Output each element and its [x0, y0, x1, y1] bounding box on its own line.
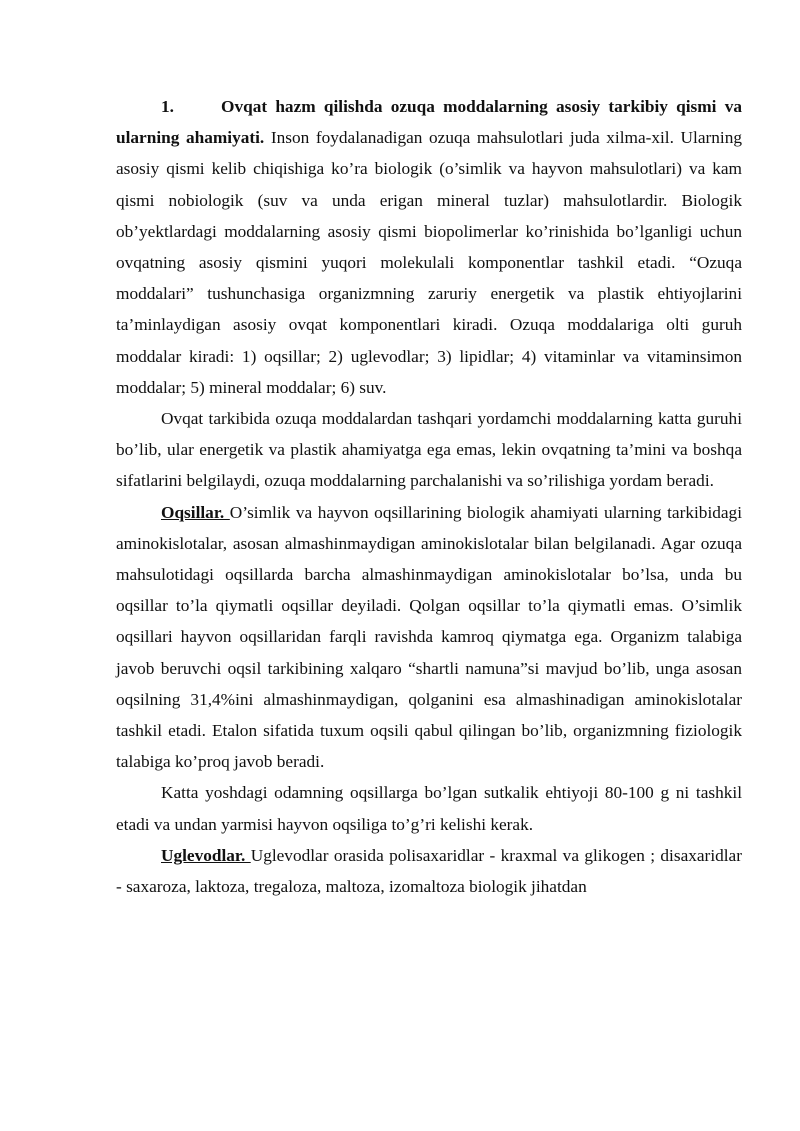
protein-need-paragraph: Katta yoshdagi odamning oqsillarga bo’lgan sutkalik ehtiyoji 80-100 g ni tashkil etadi va undan yarmisi hayvon oqsiliga to’g’ri kelishi kerak.	[116, 783, 742, 834]
proteins-text: O’simlik va hayvon oqsillarining biologik ahamiyati ularning tarkibidagi aminokislotalar, asosan almashinmaydigan aminokislotalar bilan belgilanadi. Agar ozuqa mahsulotidagi oqsillarda barcha almashinmaydigan aminokislotalar bo’lsa, unda bu oqsillar to’la qiymatli oqsillar deyiladi. Qolgan oqsillar to’la qiymatli emas. O’simlik oqsillari hayvon oqsillaridan farqli ravishda kamroq qiymatga ega. Organizm talabiga javob beruvchi oqsil tarkibining xalqaro “shartli namuna”si mavjud bo’lib, unga asosan oqsilning 31,4%ini almashinmaydigan, qolganini esa almashinadigan aminokislotalar tashkil etadi. Etalon sifatida tuxum oqsili qabul qilingan bo’lib, organizmning fiziologik talabiga ko’proq javob beradi.	[116, 502, 742, 772]
section-1-paragraph	[116, 91, 742, 403]
section-number: 1.	[161, 97, 174, 116]
carbohydrates-paragraph	[116, 840, 742, 902]
proteins-paragraph	[116, 497, 742, 778]
section-heading: Ovqat hazm qilishda ozuqa moddalarning asosiy tarkibiy qismi va ularning ahamiyati.	[116, 97, 742, 148]
auxiliary-substances-paragraph: Ovqat tarkibida ozuqa moddalardan tashqari yordamchi moddalarning katta guruhi bo’lib, ular energetik va plastik ahamiyatga ega emas, lekin ovqatning ta’mini va boshqa sifatlarini belgilaydi, ozuqa moddalarning parchalanishi va so’rilishiga yordam beradi.	[116, 409, 742, 491]
proteins-heading: Oqsillar.	[161, 502, 230, 522]
document-page	[116, 91, 742, 902]
section-intro-text: Inson foydalanadigan ozuqa mahsulotlari juda xilma-xil. Ularning asosiy qismi kelib chiqishiga ko’ra biologik (o’simlik va hayvon mahsulotlari) va kam qismi nobiologik (suv va unda erigan mineral tuzlar) mahsulotlardir. Biologik ob’yektlardagi moddalarning asosiy qismi biopolimerlar ko’rinishida bo’lganligi uchun ovqatning asosiy qismini yuqori molekulali komponentlar tashkil etadi. “Ozuqa moddalari” tushunchasiga organizmning zaruriy energetik va plastik ehtiyojlarini ta’minlaydigan asosiy ovqat komponentlari kiradi. Ozuqa moddalariga olti guruh moddalar kiradi: 1) oqsillar; 2) uglevodlar; 3) lipidlar; 4) vitaminlar va vitaminsimon moddalar; 5) mineral moddalar; 6) suv.	[116, 128, 742, 397]
carbohydrates-heading: Uglevodlar.	[161, 845, 251, 865]
carbohydrates-text: Uglevodlar orasida polisaxaridlar - kraxmal va glikogen ; disaxaridlar - saxaroza, laktoza, tregaloza, maltoza, izomaltoza biologik jihatdan	[116, 845, 742, 897]
